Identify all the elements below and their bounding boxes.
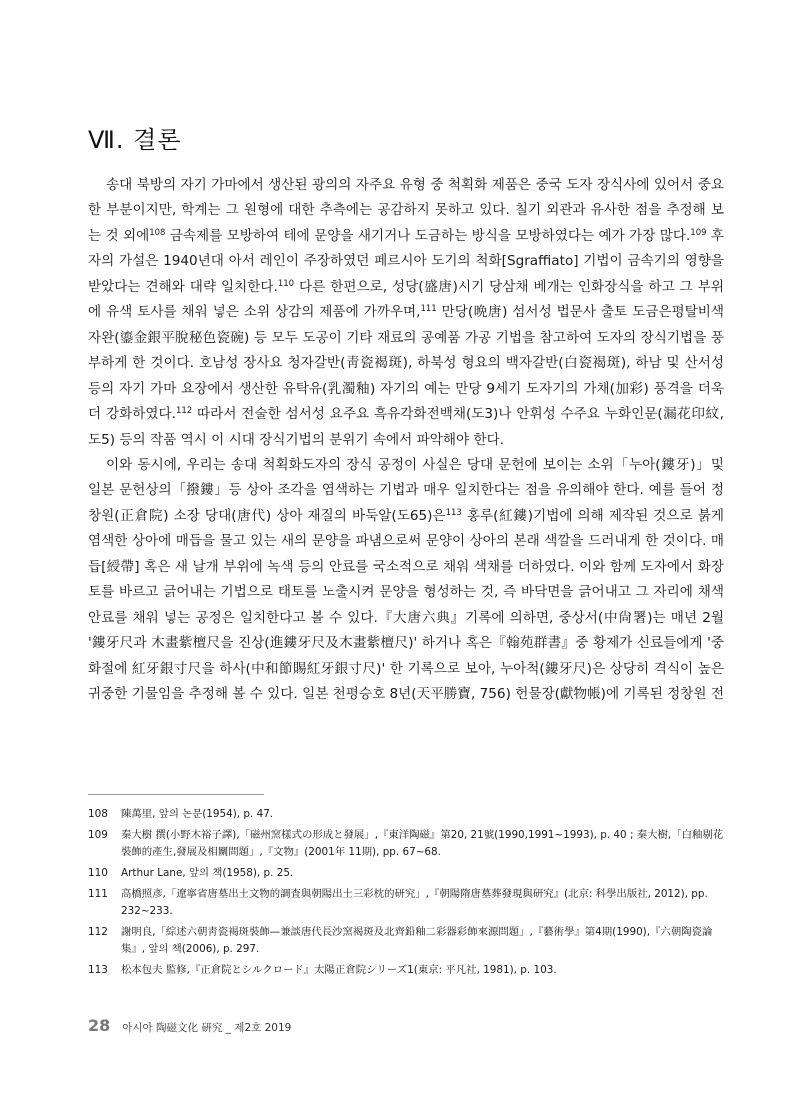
footnote-ref: 110 [277, 278, 295, 289]
footnote-ref: 111 [420, 304, 437, 315]
body-paragraph [88, 173, 724, 453]
footnote-ref: 112 [175, 406, 193, 417]
text-run: 금속제를 모방하여 테에 문양을 새기거나 도금하는 방식을 모방하였다는 예가 가장 많다. [165, 227, 691, 244]
text-run: 송대 북방의 자기 가마에서 생산된 광의의 자주요 유형 중 척획화 제품은 중국 도자 장식사에 있어서 중요한 부분이지만, 학계는 그 원형에 대한 추측에는 공감하지 못하고 있다. 칠기 외관과 유사한 점을 추정해 보는 것 외에 [88, 177, 724, 244]
body-paragraph [88, 453, 724, 708]
footnote-divider [88, 794, 264, 795]
page-number: 28 [88, 1016, 111, 1035]
footnote-text: 秦大樹 撰(小野木裕子譯),「磁州窯樣式の形成と發展」,『東洋陶磁』第20, 21號(1990,1991~1993), p. 40 ; 秦大樹,「白釉剔花裝飾的產生,發展及相關問題」,『文物』(2001年 11期), pp. 67~68. [121, 829, 724, 858]
text-run: 다른 한편으로, 성당(盛唐)시기 당삼채 베개는 인화장식을 하고 그 부위에 유색 토사를 채워 넣은 소위 상감의 제품에 가까우며, [88, 278, 724, 321]
text-run: 후자의 가설은 1940년대 아서 레인이 주장하였던 페르시아 도기의 척화[Sgraffiato] 기법이 금속기의 영향을 받았다는 견해와 대략 일치한다. [88, 227, 725, 295]
footnote [88, 806, 724, 823]
body-text [88, 173, 724, 708]
text-run: 만당(晩唐) 섬서성 법문사 출토 도금은평탈비색자완(鎏金銀平脫秘色瓷碗) 등 모두 도공이 기타 재료의 공예품 가공 기법을 참고하여 도자의 장식기법을 풍부하게 한 것이다. 호남성 장사요 청자갈반(靑瓷褐斑), 하북성 형요의 백자갈반(白瓷褐斑), 하남 및 산서성 등의 자기 가마 요장에서 생산한 유탁유(乳濁釉) 자기의 예는 만당 9세기 도자기의 가채(加彩) 풍격을 더욱 더 강화하였다. [88, 304, 724, 423]
footnote-text: 高橋照彥,「遼寧省唐墓出土文物的調査與朝陽出土三彩枕的研究」,『朝陽隋唐墓葬發現與研究』(北京: 科學出版社, 2012), pp. 232~233. [121, 888, 708, 917]
footnote-text: Arthur Lane, 앞의 책(1958), p. 25. [121, 867, 294, 879]
text-run: 따라서 전술한 섬서성 요주요 흑유각화전백채(도3)나 안휘성 수주요 누화인문(漏花印紋, 도5) 등의 작품 역시 이 시대 장식기법의 분위기 속에서 파악해야 한다. [88, 406, 724, 448]
footnote [88, 886, 724, 920]
footnote-number: 111 [88, 888, 108, 900]
footnote-number: 113 [88, 964, 108, 976]
footnote-number: 112 [88, 926, 108, 938]
footnote [88, 827, 724, 861]
text-run: 이와 동시에, 우리는 송대 척획화도자의 장식 공정이 사실은 당대 문헌에 보이는 소위「누아(鏤牙)」및 일본 문헌상의「撥鏤」등 상아 조각을 염색하는 기법과 매우 일치한다는 점을 유의해야 한다. 예를 들어 정창원(正倉院) 소장 당대(唐代) 상아 재질의 바둑알(도65)은 [88, 456, 724, 524]
footnote-ref: 109 [690, 227, 707, 238]
footnote-text: 陳萬里, 앞의 논문(1954), p. 47. [121, 808, 274, 820]
page-footer [88, 1016, 291, 1035]
footnote-number: 110 [88, 867, 108, 879]
footnote [88, 924, 724, 958]
footnote [88, 865, 724, 882]
footnote-text: 松本包夫 監修,『正倉院とシルクロード』太陽正倉院シリーズ1(東京: 平凡社, 1981), p. 103. [121, 964, 557, 976]
footnote-number: 108 [88, 808, 108, 820]
footnote-text: 謝明良,「綜述六朝靑瓷褐斑裝飾—兼談唐代長沙窯褐斑及北齊鉛釉二彩器彩飾來源問題」,『藝術學』第4期(1990),『六朝陶瓷論集』, 앞의 책(2006), p. 297. [121, 926, 713, 955]
section-heading: Ⅶ. 결론 [88, 126, 182, 154]
footnotes [88, 806, 724, 983]
footnote-ref: 113 [445, 507, 462, 518]
footnote-number: 109 [88, 829, 108, 841]
journal-name: 아시아 陶磁文化 硏究 _ 제2호 2019 [122, 1022, 292, 1034]
footnote-ref: 108 [149, 227, 166, 238]
text-run: 홍루(紅鏤)기법에 의해 제작된 것으로 붉게 염색한 상아에 매듭을 물고 있는 새의 문양을 파냄으로써 문양이 상아의 본래 색깔을 드러내게 한 것이다. 매듭[綬帶] 혹은 새 날개 부위에 녹색 등의 안료를 국소적으로 채워 색채를 더하였다. 이와 함께 도자에서 화장토를 바르고 긁어내는 기법으로 태토를 노출시켜 문양을 형성하는 것, 즉 바닥면을 긁어내고 그 자리에 채색 안료를 채워 넣는 공정은 일치한다고 볼 수 있다.『大唐六典』기록에 의하면, 중상서(中尙署)는 매년 2월 '鏤牙尺과 木畫紫檀尺을 진상(進鏤牙尺及木畫紫檀尺)' 하거나 혹은『翰苑群書』중 황제가 신료들에게 '중화절에 紅牙銀寸尺을 하사(中和節賜紅牙銀寸尺)' 한 기록으로 보아, 누아척(鏤牙尺)은 상당히 격식이 높은 귀중한 기물임을 추정해 볼 수 있다. 일본 천평승호 8년(天平勝寶, 756) 헌물장(獻物帳)에 기록된 정창원 전 [88, 507, 725, 703]
footnote [88, 962, 724, 979]
